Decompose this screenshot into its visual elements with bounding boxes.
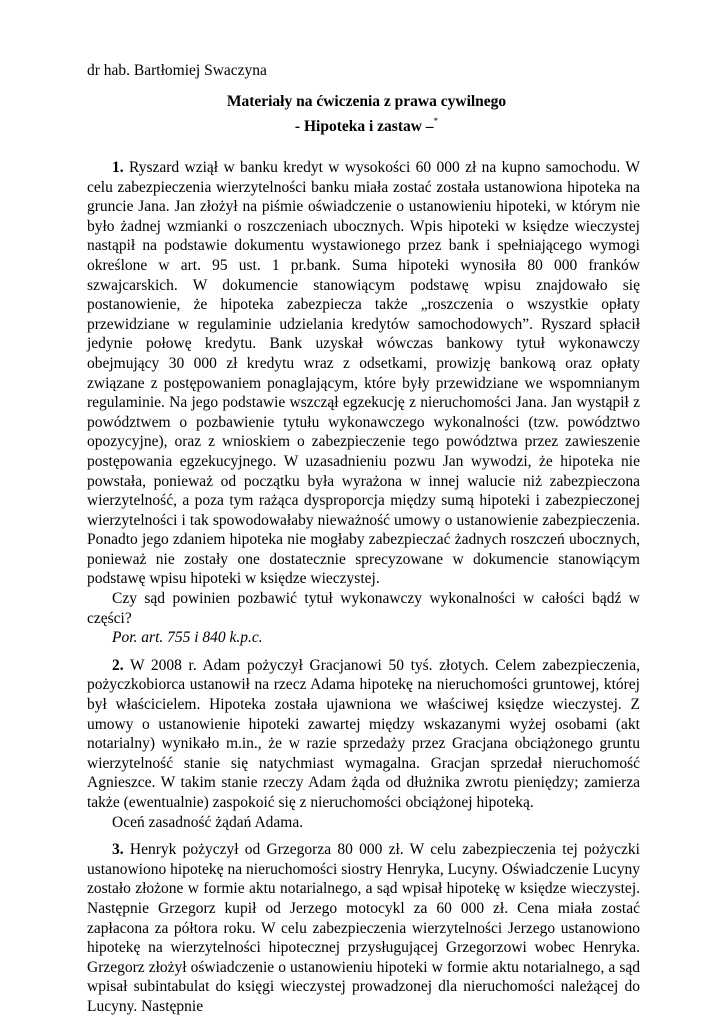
document-subtitle [0, 112, 725, 136]
case-1-question: Czy sąd powinien pozbawić tytuł wykonawczy wykonalności w całości bądź w części? [87, 590, 640, 627]
subtitle-text: - Hipoteka i zastaw – [294, 118, 434, 135]
author-line: dr hab. Bartłomiej Swaczyna [87, 62, 267, 79]
case-2-number: 2. [112, 656, 124, 674]
cases-body [87, 158, 640, 1017]
case-2-question: Oceń zasadność żądań Adama. [112, 813, 304, 831]
case-2-text: W 2008 r. Adam pożyczył Gracjanowi 50 tyś. złotych. Celem zabezpieczenia, pożyczkobiorca ustanowił na rzecz Adama hipotekę na nieruchomości gruntowej, której był właścicielem. Hipoteka została ujawniona we właściwej księdze wieczystej. Z umowy o ustanowienie hipoteki zawartej między wskazanymi wyżej osobami (akt notarialny) wynikało m.in., że w razie sprzedaży przez Gracjana obciążonego gruntu wierzytelność stanie się natychmiast wymagalna. Gracjan sprzedał nieruchomość Agnieszce. W takim stanie rzeczy Adam żąda od dłużnika zwrotu pieniędzy; zamierza także (ewentualnie) zaspokoić się z nieruchomości obciążonej hipoteką. [87, 656, 640, 811]
case-1-number: 1. [112, 159, 124, 176]
case-1-text: Ryszard wziął w banku kredyt w wysokości 60 000 zł na kupno samochodu. W celu zabezpieczenia wierzytelności banku miała zostać została ustanowiona hipoteka na gruncie Jana. Jan złożył na piśmie oświadczenie o ustanowieniu hipoteki, w którym nie było żadnej wzmianki o roszczeniach ubocznych. Wpis hipoteki w księdze wieczystej nastąpił na podstawie dokumentu wystawionego przez bank i spełniającego wymogi określone w art. 95 ust. 1 pr.bank. Suma hipoteki wynosiła 80 000 franków szwajcarskich. W dokumencie stanowiącym podstawę wpisu znajdowało się postanowienie, że hipoteka zabezpiecza także „roszczenia o wszystkie opłaty przewidziane w regulaminie udzielania kredytów samochodowych”. Ryszard spłacił jedynie połowę kredytu. Bank uzyskał wówczas bankowy tytuł wykonawczy obejmujący 30 000 zł kredytu wraz z odsetkami, prowizję bankową oraz opłaty związane z postępowaniem ponaglającym, które były przewidziane we wspomnianym regulaminie. Na jego podstawie wszczął egzekucję z nieruchomości Jana. Jan wystąpił z powództwem o pozbawienie tytułu wykonawczego wykonalności (tzw. powództwo opozycyjne), oraz z wnioskiem o zabezpieczenie tego powództwa przez zawieszenie postępowania egzekucyjnego. W uzasadnieniu pozwu Jan wywodzi, że hipoteka nie powstała, ponieważ od początku była wyrażona w innej walucie niż zabezpieczona wierzytelność, a poza tym rażąca dysproporcja między sumą hipoteki i zabezpieczonej wierzytelności i tak spowodowałaby nieważność umowy o ustanowienie zabezpieczenia. Ponadto jego zdaniem hipoteka nie mogłaby zabezpieczać żadnych roszczeń ubocznych, ponieważ nie zostały one dostatecznie sprecyzowane w dokumencie stanowiącym podstawę wpisu hipoteki w księdze wieczystej. [87, 159, 640, 588]
case-2-paragraph [87, 656, 640, 813]
case-spacer [87, 832, 640, 840]
case-3-paragraph [87, 840, 640, 1016]
document-title: Materiały na ćwiczenia z prawa cywilnego [226, 93, 507, 110]
footnote-mark: * [433, 116, 439, 126]
case-1-reference: Por. art. 755 i 840 k.p.c. [112, 629, 263, 647]
case-3-text: Henryk pożyczył od Grzegorza 80 000 zł. W celu zabezpieczenia tej pożyczki ustanowiono hipotekę na nieruchomości siostry Henryka, Lucyny. Oświadczenie Lucyny zostało złożone w formie aktu notarialnego, a sąd wpisał hipotekę w księdze wieczystej. Następnie Grzegorz kupił od Jerzego motocykl za 60 000 zł. Cena miała zostać zapłacona za półtora roku. W celu zabezpieczenia wierzytelności Jerzego ustanowiono hipotekę na wierzytelności hipotecznej przysługującej Grzegorzowi wobec Henryka. Grzegorz złożył oświadczenie o ustanowieniu hipoteki w formie aktu notarialnego, a sąd wpisał subintabulat do księgi wieczystej prowadzonej dla nieruchomości należącej do Lucyny. Następnie [87, 841, 640, 1015]
case-1-paragraph [87, 158, 640, 589]
case-spacer [87, 648, 640, 656]
case-3-number: 3. [112, 841, 124, 859]
